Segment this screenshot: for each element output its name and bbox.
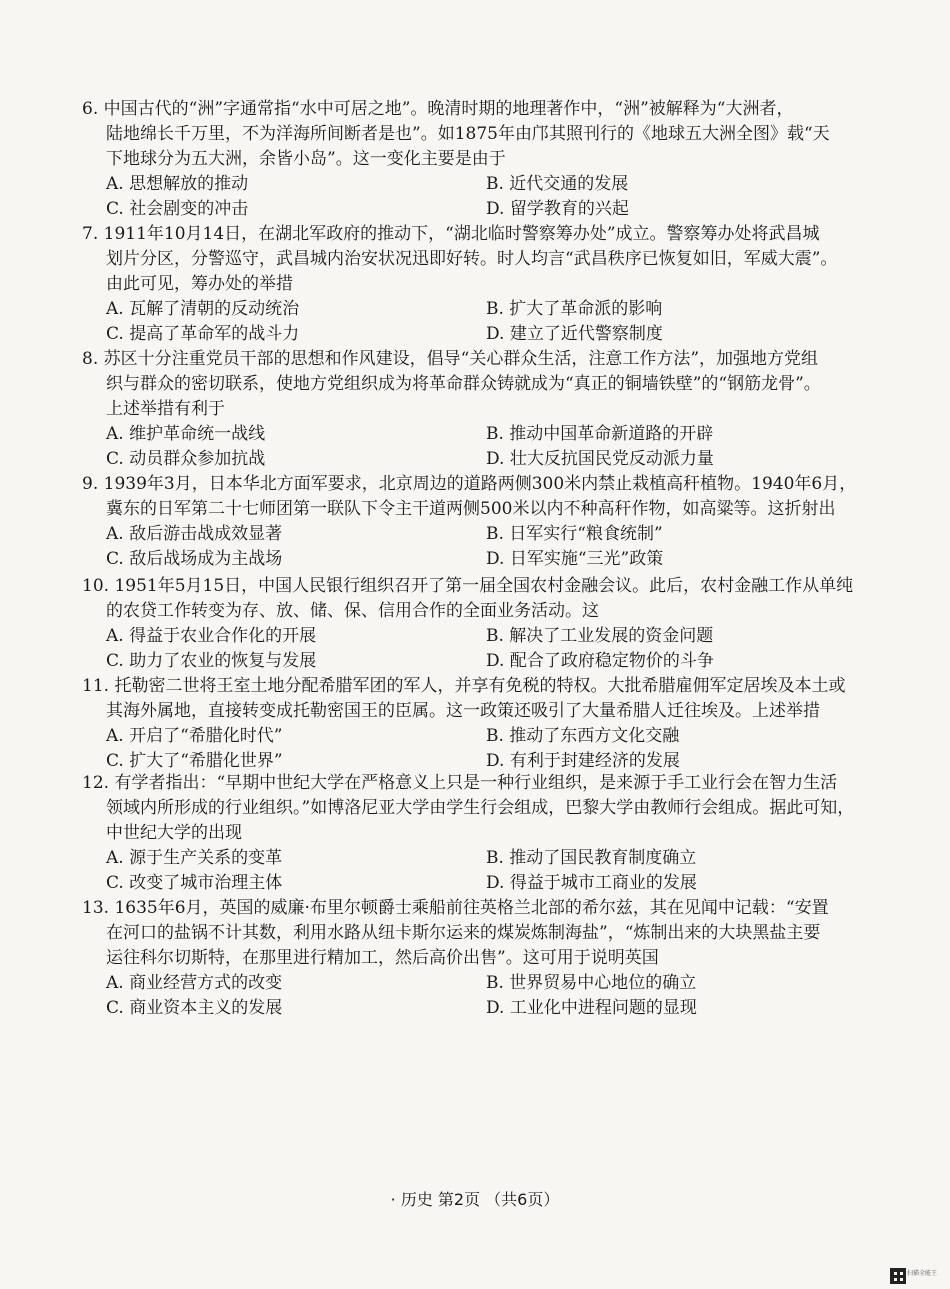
stem-line: 12. 有学者指出：“早期中世纪大学在严格意义上只是一种行业组织，是来源于手工业行会在智力生活 [82,773,838,793]
question-10 [82,574,872,674]
options [82,724,872,774]
stem-line: 在河口的盐锅不计其数，利用水路从纽卡斯尔运来的煤炭炼制海盐”，“炼制出来的大块黑盐主要 [106,923,821,943]
option-b: B. 扩大了革命派的影响 [486,299,663,319]
option-d: D. 工业化中进程问题的显现 [486,998,697,1018]
stem-line: 领域内所形成的行业组织。”如博洛尼亚大学由学生行会组成，巴黎大学由教师行会组成。据此可知， [106,798,855,818]
question-stem [82,97,872,172]
options [82,297,872,347]
option-a: A. 维护革命统一战线 [106,424,266,444]
option-a: A. 敌后游击战成效显著 [106,524,283,544]
stem-line: 织与群众的密切联系，使地方党组织成为将革命群众铸就成为“真正的铜墙铁壁”的“钢筋龙骨”。 [106,374,821,394]
options [82,172,872,222]
stem-line: 9. 1939年3月，日本华北方面军要求，北京周边的道路两侧300米内禁止栽植高秆植物。1940年6月， [82,474,857,494]
option-c: C. 提高了革命军的战斗力 [106,324,300,344]
question-6 [82,97,872,222]
question-13 [82,896,872,1021]
options [82,846,872,896]
stem-line: 划片分区，分警巡守，武昌城内治安状况迅即好转。时人均言“武昌秩序已恢复如旧，军威大震”。 [106,249,838,269]
option-d: D. 壮大反抗国民党反动派力量 [486,449,714,469]
qr-code-icon [890,1268,906,1284]
stem-line: 6. 中国古代的“洲”字通常指“水中可居之地”。晚清时期的地理著作中，“洲”被解释为“大洲者， [82,99,794,119]
stem-line: 8. 苏区十分注重党员干部的思想和作风建设，倡导“关心群众生活，注意工作方法”，加强地方党组 [82,349,819,369]
stem-line: 10. 1951年5月15日，中国人民银行组织召开了第一届全国农村金融会议。此后，农村金融工作从单纯 [82,576,854,596]
option-a: A. 思想解放的推动 [106,174,249,194]
stem-line: 陆地绵长千万里，不为洋海所间断者是也”。如1875年由邝其照刊行的《地球五大洲全图》载“天 [106,124,830,144]
stem-line: 11. 托勒密二世将王室土地分配希腊军团的军人，并享有免税的特权。大批希腊雇佣军定居埃及本土或 [82,676,846,696]
option-a: A. 瓦解了清朝的反动统治 [106,299,300,319]
options [82,971,872,1021]
question-11 [82,674,872,774]
option-c: C. 改变了城市治理主体 [106,873,283,893]
stem-line: 13. 1635年6月，英国的威廉·布里尔顿爵士乘船前往英格兰北部的希尔兹，其在见闻中记载：“安置 [82,898,829,918]
question-stem [82,222,872,297]
option-a: A. 源于生产关系的变革 [106,848,283,868]
stem-line: 上述举措有利于 [106,399,225,419]
stem-line: 由此可见，筹办处的举措 [106,274,293,294]
stem-line: 7. 1911年10月14日，在湖北军政府的推动下，“湖北临时警察筹办处”成立。警察筹办处将武昌城 [82,224,820,244]
question-stem [82,896,872,971]
option-d: D. 留学教育的兴起 [486,199,629,219]
option-a: A. 商业经营方式的改变 [106,973,283,993]
stem-line: 冀东的日军第二十七师团第一联队下令主干道两侧500米以内不种高秆作物，如高粱等。这折射出 [106,499,836,519]
option-b: B. 日军实行“粮食统制” [486,524,663,544]
options [82,522,872,572]
question-7 [82,222,872,347]
question-8 [82,347,872,472]
question-stem [82,347,872,422]
option-c: C. 社会剧变的冲击 [106,199,249,219]
question-stem [82,674,872,724]
option-c: C. 商业资本主义的发展 [106,998,283,1018]
question-9 [82,472,872,572]
question-stem [82,472,872,522]
option-d: D. 配合了政府稳定物价的斗争 [486,651,714,671]
stem-line: 下地球分为五大洲，余皆小岛”。这一变化主要是由于 [106,149,506,169]
option-d: D. 得益于城市工商业的发展 [486,873,697,893]
option-c: C. 敌后战场成为主战场 [106,549,283,569]
option-a: A. 得益于农业合作化的开展 [106,626,317,646]
stem-line: 中世纪大学的出现 [106,823,242,843]
option-d: D. 有利于封建经济的发展 [486,751,680,771]
option-b: B. 解决了工业发展的资金问题 [486,626,714,646]
question-stem [82,771,872,846]
question-stem [82,574,872,624]
options [82,422,872,472]
option-c: C. 助力了农业的恢复与发展 [106,651,317,671]
stem-line: 其海外属地，直接转变成托勒密国王的臣属。这一政策还吸引了大量希腊人迁往埃及。上述举措 [106,701,820,721]
option-a: A. 开启了“希腊化时代” [106,726,283,746]
stem-line: 运往科尔切斯特，在那里进行精加工，然后高价出售”。这可用于说明英国 [106,948,659,968]
options [82,624,872,674]
option-b: B. 推动了东西方文化交融 [486,726,680,746]
stem-line: 的农贷工作转变为存、放、储、保、信用合作的全面业务活动。这 [106,601,599,621]
scanner-watermark: 扫描全能王 [907,1270,938,1277]
option-b: B. 近代交通的发展 [486,174,629,194]
question-12 [82,771,872,896]
option-c: C. 扩大了“希腊化世界” [106,751,283,771]
option-d: D. 建立了近代警察制度 [486,324,663,344]
option-d: D. 日军实施“三光”政策 [486,549,664,569]
option-b: B. 世界贸易中心地位的确立 [486,973,697,993]
option-b: B. 推动中国革命新道路的开辟 [486,424,714,444]
option-c: C. 动员群众参加抗战 [106,449,266,469]
page-footer: · 历史 第2页 （共6页） [390,1190,560,1209]
option-b: B. 推动了国民教育制度确立 [486,848,697,868]
